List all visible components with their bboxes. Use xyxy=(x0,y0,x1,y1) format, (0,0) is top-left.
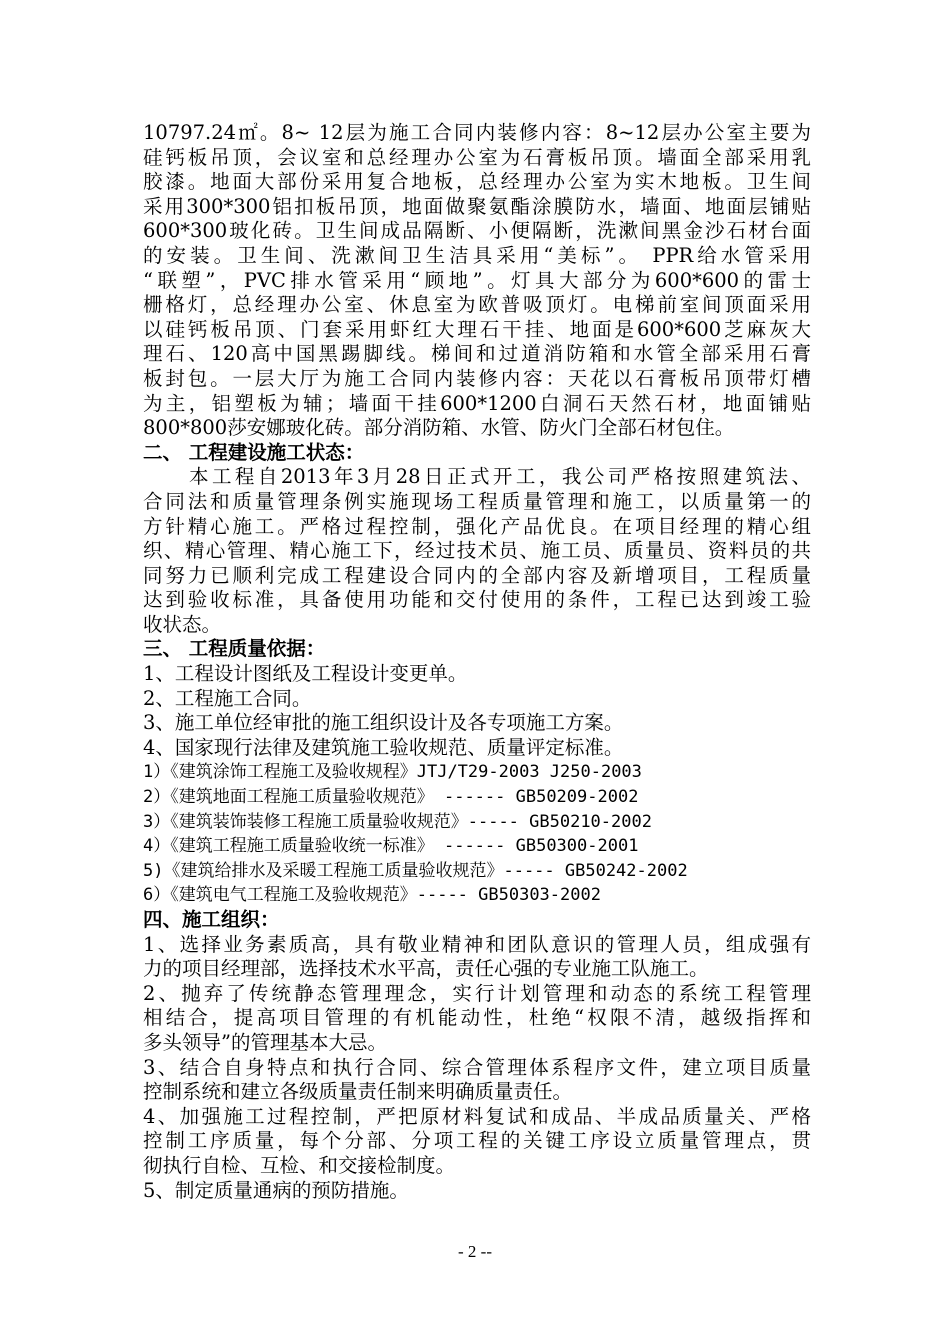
section-construction-organization xyxy=(143,908,811,1203)
text-line: 控制工序质量，每个分部、分项工程的关键工序设立质量管理点，贯 xyxy=(143,1129,811,1153)
standard-item: 2）《建筑地面工程施工质量验收规范》 ------ GB50209-2002 xyxy=(143,787,639,808)
text-line: 胶漆。地面大部份采用复合地板，总经理办公室为实木地板。卫生间 xyxy=(143,170,811,194)
text-line: 栅格灯，总经理办公室、休息室为欧普吸顶灯。电梯前室间顶面采用 xyxy=(143,293,811,317)
text-line: 织、精心管理、精心施工下，经过技术员、施工员、质量员、资料员的共 xyxy=(143,539,811,563)
document-body xyxy=(143,121,811,1203)
text-line: 采用300*300铝扣板吊顶，地面做聚氨酯涂膜防水，墙面、地面层铺贴 xyxy=(143,194,811,218)
text-line: 硅钙板吊顶，会议室和总经理办公室为石膏板吊顶。墙面全部采用乳 xyxy=(143,145,811,169)
text-line: 为主，铝塑板为辅；墙面干挂600*1200白洞石天然石材，地面铺贴 xyxy=(143,391,811,415)
text-line: 同努力已顺利完成工程建设合同内的全部内容及新增项目，工程质量 xyxy=(143,563,811,587)
standard-item: 4）《建筑工程施工质量验收统一标准》 ------ GB50300-2001 xyxy=(143,836,639,857)
text-line: 本工程自2013年3月28日正式开工，我公司严格按照建筑法、 xyxy=(189,465,811,489)
section-construction-status xyxy=(143,441,811,638)
section-heading: 四、施工组织： xyxy=(143,908,280,931)
text-line: 力的项目经理部，选择技术水平高，责任心强的专业施工队施工。 xyxy=(143,957,709,981)
text-line: 收状态。 xyxy=(143,612,222,636)
text-line: 合同法和质量管理条例实施现场工程质量管理和施工，以质量第一的 xyxy=(143,489,811,513)
list-item: 1、工程设计图纸及工程设计变更单。 xyxy=(143,662,468,686)
standard-item: 1）《建筑涂饰工程施工及验收规程》JTJ/T29-2003 J250-2003 xyxy=(143,762,642,783)
text-line: “联塑”，PVC排水管采用“顾地”。灯具大部分为600*600的雷士 xyxy=(143,268,811,292)
standard-item: 5)《建筑给排水及采暖工程施工质量验收规范》----- GB50242-2002 xyxy=(143,860,688,881)
section-heading: 三、 工程质量依据： xyxy=(143,637,326,661)
text-line: 板封包。一层大厅为施工合同内装修内容：天花以石膏板吊顶带灯槽 xyxy=(143,366,811,390)
text-line: 方针精心施工。严格过程控制，强化产品优良。在项目经理的精心组 xyxy=(143,514,811,538)
text-line: 多头领导”的管理基本大忌。 xyxy=(143,1030,387,1054)
text-line: 10797.24㎡。8~ 12层为施工合同内装修内容：8~12层办公室主要为 xyxy=(143,121,811,144)
text-line: 彻执行自检、互检、和交接检制度。 xyxy=(143,1153,456,1177)
text-line: 以硅钙板吊顶、门套采用虾红大理石干挂、地面是600*600芝麻灰大 xyxy=(143,317,811,341)
text-line: 达到验收标准，具备使用功能和交付使用的条件，工程已达到竣工验 xyxy=(143,588,811,612)
section-heading: 二、 工程建设施工状态： xyxy=(143,440,365,464)
text-line: 的安装。卫生间、洗漱间卫生洁具采用“美标”。 PPR给水管采用 xyxy=(143,243,811,267)
text-line: 理石、120高中国黑踢脚线。梯间和过道消防箱和水管全部采用石膏 xyxy=(143,342,811,366)
list-item: 4、国家现行法律及建筑施工验收规范、质量评定标准。 xyxy=(143,735,624,759)
section-quality-basis xyxy=(143,637,811,908)
list-item: 3、施工单位经审批的施工组织设计及各专项施工方案。 xyxy=(143,711,624,735)
text-line: 控制系统和建立各级质量责任制来明确质量责任。 xyxy=(143,1080,573,1104)
text-line: 2、抛弃了传统静态管理理念，实行计划管理和动态的系统工程管理 xyxy=(143,981,811,1005)
text-line: 3、结合自身特点和执行合同、综合管理体系程序文件，建立项目质量 xyxy=(143,1055,811,1079)
text-line: 相结合，提高项目管理的有机能动性，杜绝“权限不清，越级指挥和 xyxy=(143,1006,811,1030)
standard-item: 3）《建筑装饰装修工程施工质量验收规范》----- GB50210-2002 xyxy=(143,811,652,832)
page-number: - 2 -- xyxy=(458,1242,492,1261)
text-line: 5、制定质量通病的预防措施。 xyxy=(143,1178,409,1202)
intro-paragraph xyxy=(143,121,811,441)
text-line: 600*300玻化砖。卫生间成品隔断、小便隔断，洗漱间黑金沙石材台面 xyxy=(143,219,811,243)
text-line: 800*800莎安娜玻化砖。部分消防箱、水管、防火门全部石材包住。 xyxy=(143,416,735,440)
text-line: 4、加强施工过程控制，严把原材料复试和成品、半成品质量关、严格 xyxy=(143,1104,811,1128)
standard-item: 6）《建筑电气工程施工及验收规范》----- GB50303-2002 xyxy=(143,885,601,906)
list-item: 2、工程施工合同。 xyxy=(143,686,312,710)
text-line: 1、选择业务素质高，具有敬业精神和团队意识的管理人员，组成强有 xyxy=(143,932,811,956)
